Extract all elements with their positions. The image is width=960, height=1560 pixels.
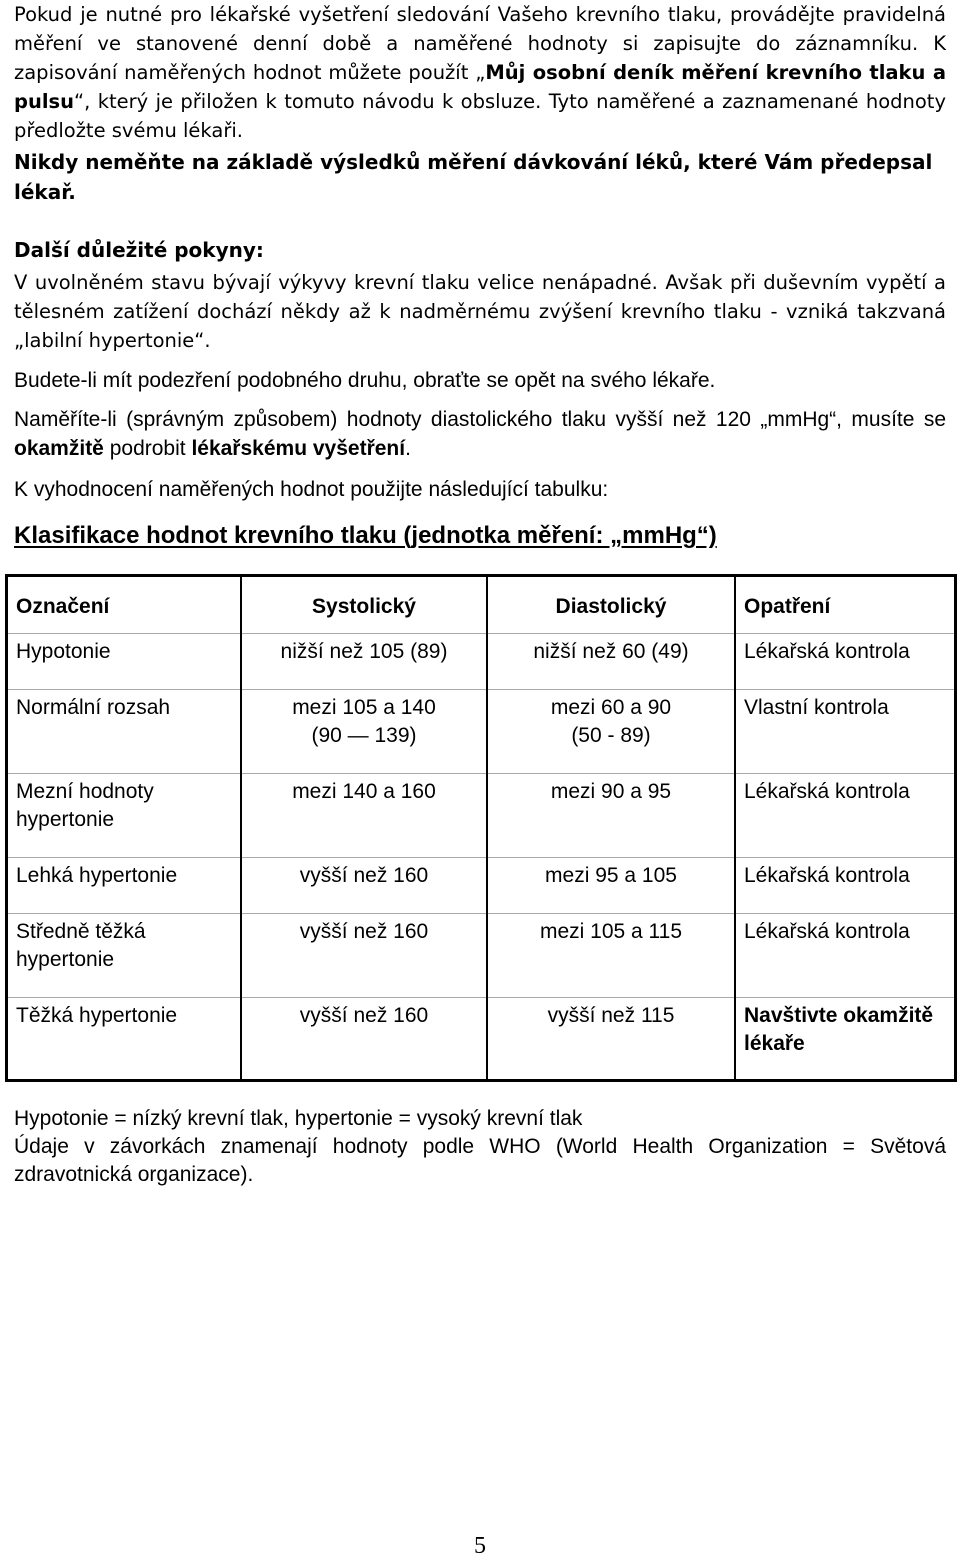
table-row — [7, 690, 956, 774]
row-diastolic: vyšší než 115 — [487, 998, 735, 1081]
diastolic-text-1: Naměříte-li (správným způsobem) hodnoty diastolického tlaku vyšší než 120 „mmHg“, musíte se — [14, 408, 946, 431]
header-designation: Označení — [16, 595, 110, 618]
diastolic-text-3: . — [405, 437, 411, 460]
row-label: Hypotonie — [7, 634, 242, 690]
table-row — [7, 774, 956, 858]
row-diastolic: nižší než 60 (49) — [487, 634, 735, 690]
row-diastolic: mezi 90 a 95 — [487, 774, 735, 858]
row-systolic: vyšší než 160 — [241, 998, 487, 1081]
diastolic-bold-exam: lékařskému vyšetření — [191, 437, 406, 460]
footer-line-2: Údaje v závorkách znamenají hodnoty podle WHO (World Health Organization = Světová zdravotnická organizace). — [14, 1135, 946, 1186]
row-systolic: nižší než 105 (89) — [241, 634, 487, 690]
row-diastolic: mezi 95 a 105 — [487, 858, 735, 914]
header-action: Opatření — [735, 576, 956, 634]
row-diastolic: mezi 105 a 115 — [487, 914, 735, 998]
footer-line-1: Hypotonie = nízký krevní tlak, hypertonie = vysoký krevní tlak — [14, 1107, 583, 1130]
table-row — [7, 998, 956, 1081]
warning-paragraph: Nikdy neměňte na základě výsledků měření dávkování léků, které Vám předepsal lékař. — [14, 150, 933, 204]
diastolic-text-2: podrobit — [103, 437, 192, 460]
row-label: Normální rozsah — [7, 690, 242, 774]
table-header-row — [7, 576, 956, 634]
other-instructions-heading: Další důležité pokyny: — [14, 238, 264, 262]
row-systolic: mezi 105 a 140 (90 — 139) — [241, 690, 487, 774]
row-diastolic: mezi 60 a 90 (50 - 89) — [487, 690, 735, 774]
row-action: Vlastní kontrola — [735, 690, 956, 774]
row-action: Lékařská kontrola — [735, 774, 956, 858]
bp-classification-table — [5, 574, 957, 1082]
table-row — [7, 634, 956, 690]
row-systolic: vyšší než 160 — [241, 858, 487, 914]
row-label: Těžká hypertonie — [7, 998, 242, 1081]
table-title: Klasifikace hodnot krevního tlaku (jednotka měření: „mmHg“) — [14, 522, 717, 549]
evaluation-paragraph: K vyhodnocení naměřených hodnot použijte následující tabulku: — [14, 478, 609, 501]
footer-notes — [14, 1105, 946, 1189]
header-systolic: Systolický — [241, 576, 487, 634]
row-label: Mezní hodnoty hypertonie — [7, 774, 242, 858]
row-label: Lehká hypertonie — [7, 858, 242, 914]
other-instructions-text: V uvolněném stavu bývají výkyvy krevní tlaku velice nenápadné. Avšak při duševním vypětí a tělesném zatížení dochází někdy až k nadměrnému zvýšení krevního tlaku - vzniká takzvaná „labilní hypertonie“. — [14, 271, 946, 352]
diastolic-paragraph — [14, 405, 946, 463]
row-action: Navštivte okamžitě lékaře — [735, 998, 956, 1081]
row-action: Lékařská kontrola — [735, 634, 956, 690]
row-label: Středně těžká hypertonie — [7, 914, 242, 998]
table-row — [7, 914, 956, 998]
intro-paragraph — [14, 0, 946, 145]
table-row — [7, 858, 956, 914]
header-diastolic: Diastolický — [487, 576, 735, 634]
diastolic-bold-immediately: okamžitě — [14, 437, 104, 460]
row-action: Lékařská kontrola — [735, 914, 956, 998]
page-number: 5 — [474, 1533, 486, 1559]
suspicion-paragraph: Budete-li mít podezření podobného druhu, obraťte se opět na svého lékaře. — [14, 369, 716, 392]
intro-text-1: Pokud je nutné pro lékařské vyšetření sledování Vašeho krevního tlaku, provádějte pravidelná měření ve stanovené denní době a naměřené hodnoty si zapisujte do záznamníku. K zapisování naměřených hodnot můžete použít „ — [14, 3, 946, 84]
intro-text-2: “, který je přiložen k tomuto návodu k obsluze. Tyto naměřené a zaznamenané hodnoty předložte svému lékaři. — [14, 90, 946, 142]
row-systolic: mezi 140 a 160 — [241, 774, 487, 858]
intro-diary-title: Můj osobní deník měření krevního tlaku a pulsu — [14, 61, 946, 113]
row-action: Lékařská kontrola — [735, 858, 956, 914]
row-systolic: vyšší než 160 — [241, 914, 487, 998]
